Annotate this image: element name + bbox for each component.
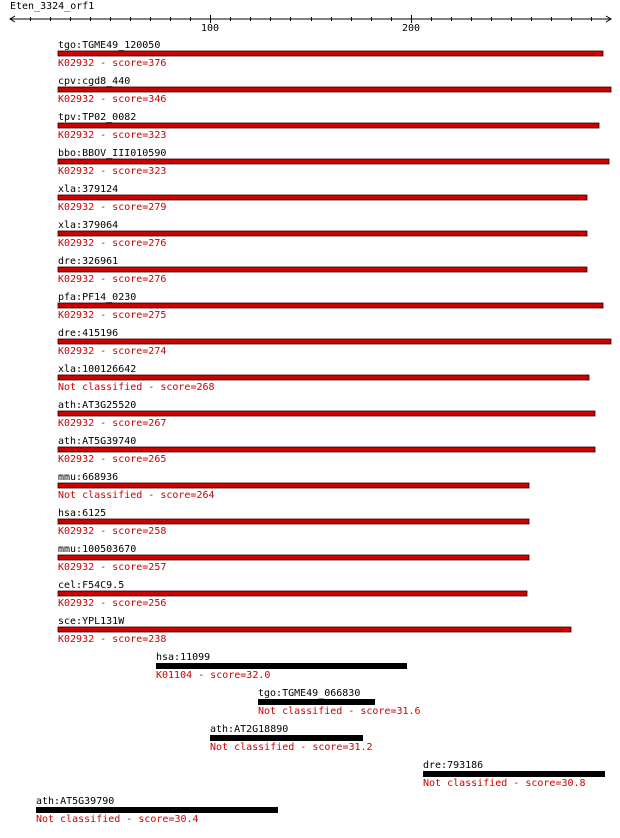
- hit-row[interactable]: [258, 688, 421, 717]
- hit-name-label[interactable]: tgo:TGME49_120050: [58, 40, 161, 51]
- hit-ko-score-label[interactable]: K02932 - score=265: [58, 454, 167, 465]
- hit-name-label[interactable]: hsa:11099: [156, 652, 211, 663]
- hit-ko-score-label[interactable]: Not classified - score=30.4: [36, 814, 199, 825]
- hit-alignment-bar[interactable]: [58, 627, 571, 632]
- hit-name-label[interactable]: dre:793186: [423, 760, 484, 771]
- hit-row[interactable]: [58, 184, 587, 213]
- hit-name-label[interactable]: tgo:TGME49_066830: [258, 688, 361, 699]
- hit-row[interactable]: [58, 616, 571, 645]
- hit-ko-score-label[interactable]: K02932 - score=258: [58, 526, 167, 537]
- hit-ko-score-label[interactable]: K02932 - score=323: [58, 130, 167, 141]
- hit-ko-score-label[interactable]: K02932 - score=256: [58, 598, 167, 609]
- hit-name-label[interactable]: xla:379124: [58, 184, 119, 195]
- hit-row[interactable]: [58, 328, 611, 357]
- hit-row[interactable]: [58, 256, 587, 285]
- hit-row[interactable]: [58, 364, 589, 393]
- hit-name-label[interactable]: xla:100126642: [58, 364, 137, 375]
- hit-row[interactable]: [423, 760, 605, 789]
- hit-name-label[interactable]: bbo:BBOV_III010590: [58, 148, 167, 159]
- hit-ko-score-label[interactable]: K02932 - score=274: [58, 346, 167, 357]
- hit-name-label[interactable]: dre:326961: [58, 256, 119, 267]
- hit-row[interactable]: [58, 76, 611, 105]
- hit-alignment-bar[interactable]: [58, 267, 587, 272]
- hit-ko-score-label[interactable]: Not classified - score=268: [58, 382, 215, 393]
- hit-name-label[interactable]: cpv:cgd8_440: [58, 76, 131, 87]
- hit-ko-score-label[interactable]: K02932 - score=238: [58, 634, 167, 645]
- hit-alignment-bar[interactable]: [210, 735, 363, 741]
- hit-list: [36, 40, 611, 825]
- hit-name-label[interactable]: dre:415196: [58, 328, 119, 339]
- hit-row[interactable]: [58, 148, 609, 177]
- hit-alignment-bar[interactable]: [58, 339, 611, 344]
- hit-alignment-bar[interactable]: [58, 555, 529, 560]
- hit-ko-score-label[interactable]: K02932 - score=346: [58, 94, 167, 105]
- hit-ko-score-label[interactable]: K01104 - score=32.0: [156, 670, 271, 681]
- hit-name-label[interactable]: cel:F54C9.5: [58, 580, 125, 591]
- hit-name-label[interactable]: mmu:668936: [58, 472, 119, 483]
- hit-row[interactable]: [58, 472, 529, 501]
- hit-name-label[interactable]: tpv:TP02_0082: [58, 112, 137, 123]
- hit-row[interactable]: [58, 544, 529, 573]
- hit-alignment-bar[interactable]: [58, 87, 611, 92]
- hit-alignment-bar[interactable]: [36, 807, 278, 813]
- hit-row[interactable]: [156, 652, 407, 681]
- hit-ko-score-label[interactable]: K02932 - score=275: [58, 310, 167, 321]
- hit-ko-score-label[interactable]: Not classified - score=264: [58, 490, 215, 501]
- hit-ko-score-label[interactable]: K02932 - score=279: [58, 202, 167, 213]
- hit-ko-score-label[interactable]: K02932 - score=376: [58, 58, 167, 69]
- hit-ko-score-label[interactable]: Not classified - score=31.2: [210, 742, 373, 753]
- hit-alignment-bar[interactable]: [58, 159, 609, 164]
- hit-ko-score-label[interactable]: K02932 - score=257: [58, 562, 167, 573]
- hit-ko-score-label[interactable]: K02932 - score=323: [58, 166, 167, 177]
- hit-name-label[interactable]: ath:AT2G18890: [210, 724, 289, 735]
- hit-ko-score-label[interactable]: K02932 - score=267: [58, 418, 167, 429]
- hit-alignment-bar[interactable]: [58, 519, 529, 524]
- hit-row[interactable]: [58, 400, 595, 429]
- hit-name-label[interactable]: xla:379064: [58, 220, 119, 231]
- hit-ko-score-label[interactable]: Not classified - score=30.8: [423, 778, 586, 789]
- hit-row[interactable]: [58, 112, 599, 141]
- hit-row[interactable]: [58, 40, 603, 69]
- hit-name-label[interactable]: ath:AT3G25520: [58, 400, 137, 411]
- hit-alignment-bar[interactable]: [58, 231, 587, 236]
- query-title: Eten_3324_orf1: [10, 1, 95, 12]
- hit-name-label[interactable]: pfa:PF14_0230: [58, 292, 137, 303]
- hit-alignment-bar[interactable]: [58, 591, 527, 596]
- hit-alignment-bar[interactable]: [58, 51, 603, 56]
- hit-name-label[interactable]: ath:AT5G39740: [58, 436, 137, 447]
- hit-alignment-bar[interactable]: [58, 447, 595, 452]
- hit-row[interactable]: [58, 220, 587, 249]
- hit-alignment-bar[interactable]: [258, 699, 375, 705]
- hit-ko-score-label[interactable]: Not classified - score=31.6: [258, 706, 421, 717]
- hit-row[interactable]: [58, 580, 527, 609]
- hit-row[interactable]: [58, 436, 595, 465]
- hit-name-label[interactable]: mmu:100503670: [58, 544, 137, 555]
- hit-row[interactable]: [210, 724, 373, 753]
- ruler-tick-label: 200: [401, 23, 421, 34]
- hit-alignment-bar[interactable]: [58, 123, 599, 128]
- hit-name-label[interactable]: ath:AT5G39790: [36, 796, 115, 807]
- hit-alignment-bar[interactable]: [156, 663, 407, 669]
- hit-row[interactable]: [58, 292, 603, 321]
- hit-alignment-bar[interactable]: [58, 375, 589, 380]
- hit-alignment-bar[interactable]: [58, 303, 603, 308]
- hit-alignment-bar[interactable]: [58, 483, 529, 488]
- hit-alignment-bar[interactable]: [58, 411, 595, 416]
- hit-name-label[interactable]: hsa:6125: [58, 508, 107, 519]
- hit-ko-score-label[interactable]: K02932 - score=276: [58, 274, 167, 285]
- hit-row[interactable]: [58, 508, 529, 537]
- hit-name-label[interactable]: sce:YPL131W: [58, 616, 125, 627]
- hit-alignment-bar[interactable]: [58, 195, 587, 200]
- hit-ko-score-label[interactable]: K02932 - score=276: [58, 238, 167, 249]
- ruler-tick-label: 100: [200, 23, 220, 34]
- hit-alignment-bar[interactable]: [423, 771, 605, 777]
- ruler: [10, 15, 611, 34]
- hit-row[interactable]: [36, 796, 278, 825]
